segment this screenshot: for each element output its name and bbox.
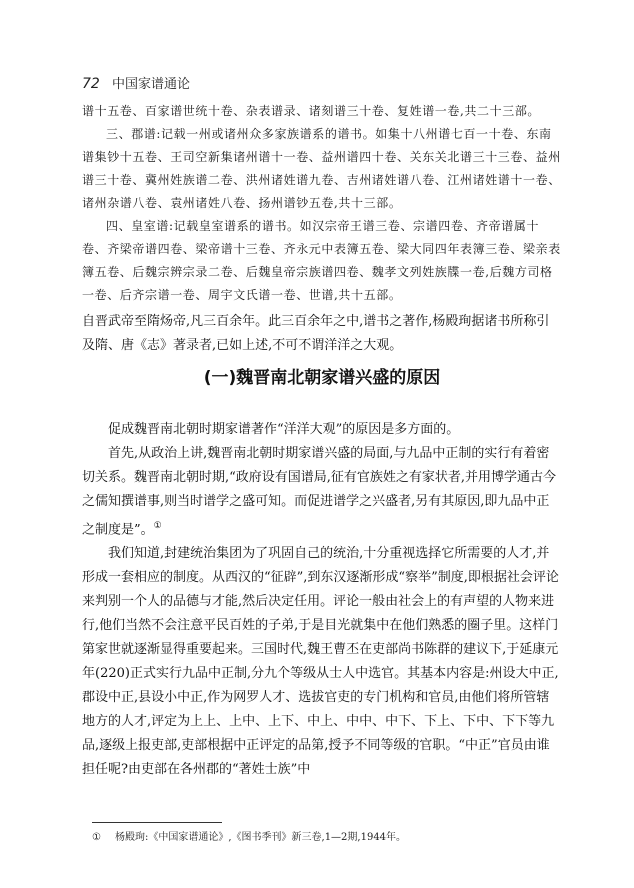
running-title: 中国家谱通论 [111, 77, 190, 92]
body-paragraph: 促成魏晋南北朝时期家谱著作“洋洋大观”的原因是多方面的。 [108, 422, 460, 437]
footnote-mark: ① [92, 832, 101, 843]
catalog-paragraph: 四、皇室谱:记载皇室谱系的谱书。如汉宗帝王谱三卷、宗谱四卷、齐帝谱属十卷、齐梁帝谱四卷、梁帝谱十三卷、齐永元中表簿五卷、梁大同四年表簿三卷、梁亲表簿五卷、后魏宗辨宗录二卷、后魏皇帝宗族谱四卷、魏孝文列姓族牒一卷,后魏方司格一卷、后齐宗谱一卷、周宇文氏谱一卷、世谱,共十五部。 [82, 219, 561, 302]
body-paragraph-text: 首先,从政治上讲,魏晋南北朝时期家谱兴盛的局面,与九品中正制的实行有着密切关系。魏晋南北朝时期,“政府设有国谱局,征有官族姓之有家状者,并用博学通古今之儒知撰谱事,则当时谱学之盛可知。而促进谱学之兴盛者,另有其原因,即九品中正之制度是”。 [82, 446, 557, 538]
catalog-paragraph: 谱十五卷、百家谱世统十卷、杂表谱录、诸刻谱三十卷、复姓谱一卷,共二十三部。 [82, 104, 541, 118]
summary-paragraph: 自晋武帝至隋炀帝,凡三百余年。此三百余年之中,谱书之著作,杨殿珣据诸书所称引及隋、唐《志》著录者,已如上述,不可不谓洋洋之大观。 [82, 314, 550, 353]
footnote-reference[interactable]: ① [153, 521, 162, 531]
footnote-text: 杨殿珣:《中国家谱通论》,《图书季刊》新三卷,1—2期,1944年。 [114, 832, 407, 843]
catalog-list-block [82, 100, 562, 307]
footnote [92, 830, 562, 846]
body-paragraph [82, 442, 562, 542]
page-header [82, 74, 562, 94]
catalog-paragraph: 三、郡谱:记载一州或诸州众多家族谱系的谱书。如集十八州谱七百一十卷、东南谱集钞十五卷、王司空新集诸州谱十一卷、益州谱四十卷、关东关北谱三十三卷、益州谱三十卷、冀州姓族谱二卷、洪州诸姓谱九卷、吉州诸姓谱八卷、江州诸姓谱十一卷、诸州杂谱八卷、袁州诸姓八卷、扬州谱钞五卷,共十三部。 [82, 127, 561, 210]
footnote-divider [92, 822, 222, 823]
summary-block [82, 310, 562, 358]
main-text [82, 418, 562, 782]
section-heading: (一)魏晋南北朝家谱兴盛的原因 [203, 368, 441, 388]
page-number: 72 [82, 76, 100, 92]
body-paragraph: 我们知道,封建统治集团为了巩固自己的统治,十分重视选择它所需要的人才,并形成一套相应的制度。从西汉的“征辟”,到东汉逐渐形成“察举”制度,即根据社会评论来判别一个人的品德与才能,然后决定任用。评论一般由社会上的有声望的人物来进行,他们当然不会注意平民百姓的子弟,于是目光就集中在他们熟悉的圈子里。这样门第家世就逐渐显得重要起来。三国时代,魏王曹丕在吏部尚书陈群的建议下,于延康元年(220)正式实行九品中正制,分九个等级从士人中选官。其基本内容是:州设大中正,郡设中正,县设小中正,作为网罗人才、选拔官吏的专门机构和官员,由他们将所管辖地方的人才,评定为上上、上中、上下、中上、中中、中下、下上、下中、下下等九品,逐级上报吏部,吏部根据中正评定的品第,授予不同等级的官职。“中正”官员由谁担任呢?由吏部在各州郡的“著姓士族”中 [82, 546, 559, 778]
